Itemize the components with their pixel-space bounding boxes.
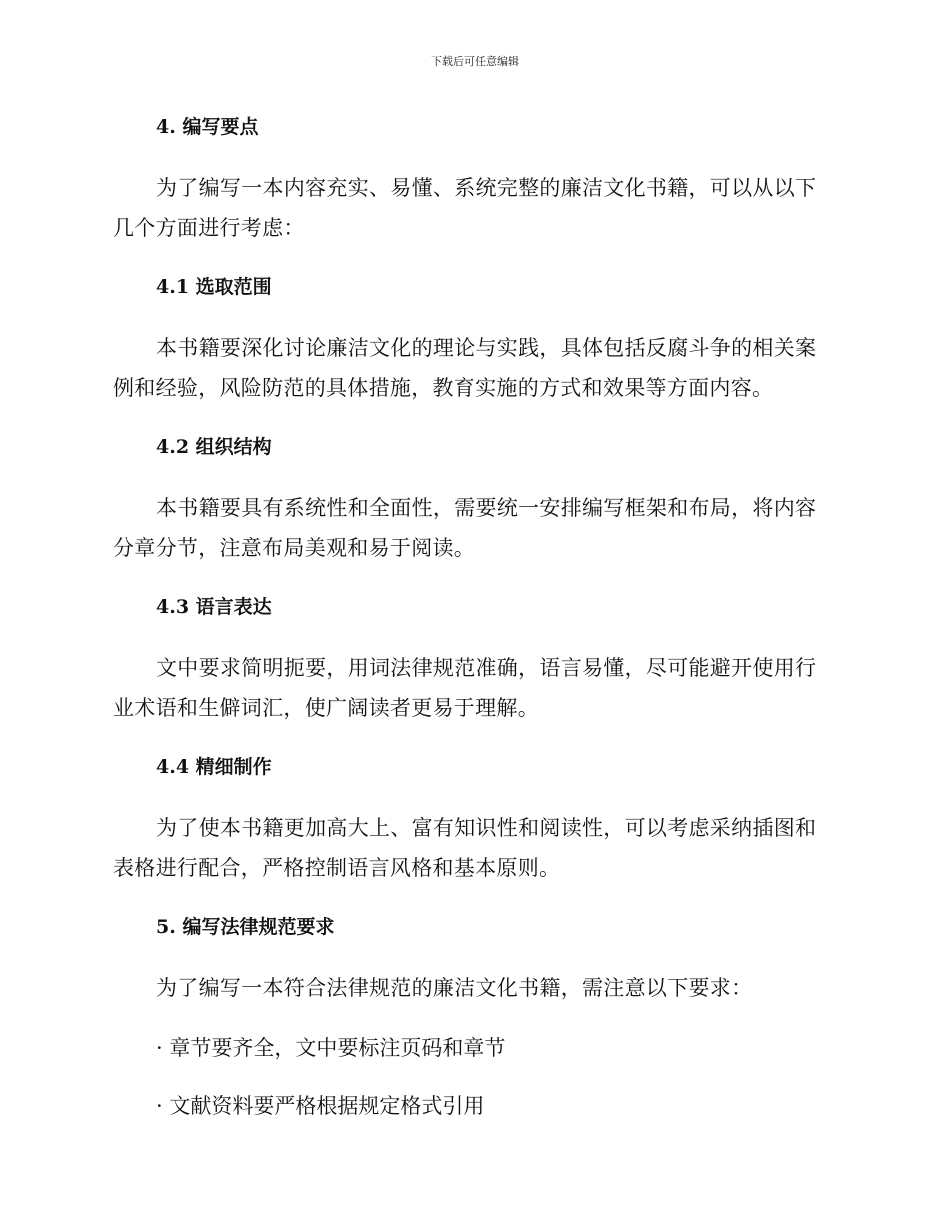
section-body-5: 为了编写一本符合法律规范的廉洁文化书籍，需注意以下要求：: [156, 976, 753, 1000]
section-body-4-2: 本书籍要具有系统性和全面性，需要统一安排编写框架和布局，将内容分章分节，注意布局美观和易于阅读。: [113, 496, 817, 560]
list-item: · 章节要齐全，文中要标注页码和章节: [156, 1036, 506, 1060]
section-heading-4-2: 4.2 组织结构: [156, 436, 272, 458]
list-item: · 文献资料要严格根据规定格式引用: [156, 1094, 485, 1118]
section-body-4-3: 文中要求简明扼要，用词法律规范准确，语言易懂，尽可能避开使用行业术语和生僻词汇，使广阔读者更易于理解。: [113, 656, 817, 720]
document-body: [113, 108, 830, 1144]
section-heading-4: 4. 编写要点: [156, 116, 259, 138]
page-header: 下载后可任意编辑: [431, 55, 519, 68]
section-heading-4-3: 4.3 语言表达: [156, 596, 272, 618]
section-body-4-1: 本书籍要深化讨论廉洁文化的理论与实践，具体包括反腐斗争的相关案例和经验，风险防范的具体措施，教育实施的方式和效果等方面内容。: [113, 336, 817, 400]
section-heading-4-1: 4.1 选取范围: [156, 276, 272, 298]
section-body-4: 为了编写一本内容充实、易懂、系统完整的廉洁文化书籍，可以从以下几个方面进行考虑：: [113, 176, 817, 240]
section-body-4-4: 为了使本书籍更加高大上、富有知识性和阅读性，可以考虑采纳插图和表格进行配合，严格控制语言风格和基本原则。: [113, 816, 817, 880]
section-heading-4-4: 4.4 精细制作: [156, 756, 272, 778]
section-heading-5: 5. 编写法律规范要求: [156, 916, 335, 938]
